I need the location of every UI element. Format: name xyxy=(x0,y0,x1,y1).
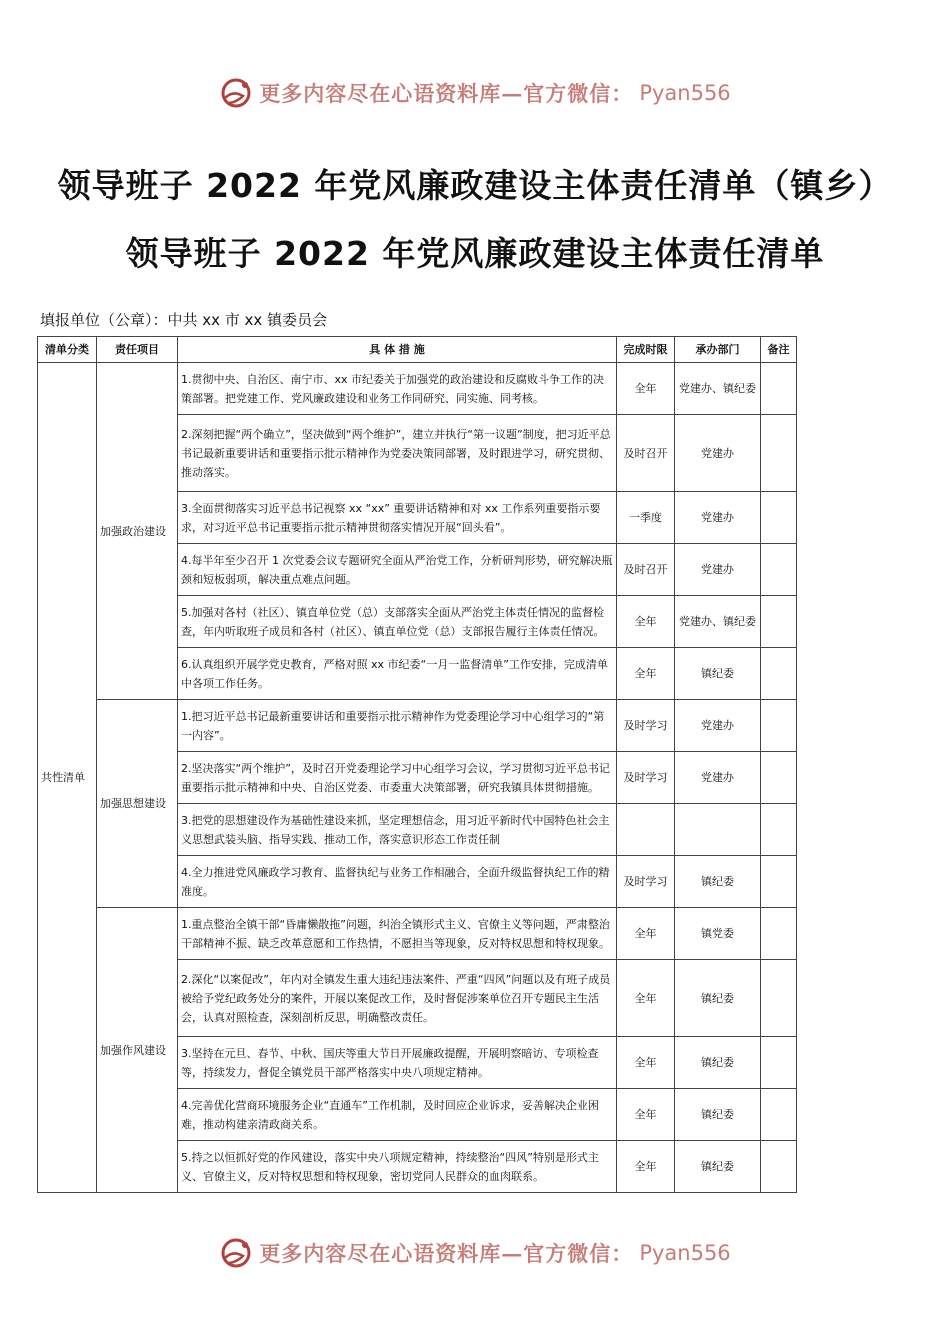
measure-cell: 2.深化“以案促改”，年内对全镇发生重大违纪违法案件、严重“四风”问题以及有班子成员被给予党纪政务处分的案件，开展以案促改工作，及时督促涉案单位召开专题民主生活会，认真对照检查，深刻剖析反思，明确整改责任。 xyxy=(178,960,617,1037)
department-cell: 镇纪委 xyxy=(675,856,761,908)
deadline-cell: 全年 xyxy=(617,596,675,648)
department-cell: 党建办 xyxy=(675,492,761,544)
table-row xyxy=(38,908,797,960)
banner-text: 更多内容尽在心语资料库—官方微信： xyxy=(259,81,634,106)
brand-logo-icon xyxy=(219,76,253,110)
department-cell xyxy=(675,804,761,856)
department-cell: 镇纪委 xyxy=(675,960,761,1037)
measure-cell: 3.坚持在元旦、春节、中秋、国庆等重大节日开展廉政提醒，开展明察暗访、专项检查等，持续发力，督促全镇党员干部严格落实中央八项规定精神。 xyxy=(178,1037,617,1089)
department-cell: 党建办、镇纪委 xyxy=(675,596,761,648)
department-cell: 镇纪委 xyxy=(675,1141,761,1193)
table-row xyxy=(38,700,797,752)
responsibility-table xyxy=(37,336,797,1193)
department-cell: 镇纪委 xyxy=(675,1089,761,1141)
measure-cell: 5.持之以恒抓好党的作风建设，落实中央八项规定精神，持续整治“四风”特别是形式主义、官僚主义，反对特权思想和特权现象，密切党同人民群众的血肉联系。 xyxy=(178,1141,617,1193)
header-department: 承办部门 xyxy=(675,337,761,363)
table-header-row xyxy=(38,337,797,363)
deadline-cell: 全年 xyxy=(617,1141,675,1193)
category-cell: 共性清单 xyxy=(38,363,97,1193)
header-measures: 具 体 措 施 xyxy=(178,337,617,363)
banner-text: 更多内容尽在心语资料库—官方微信： xyxy=(259,1241,634,1266)
document-title: 领导班子 2022 年党风廉政建设主体责任清单（镇乡） xyxy=(57,166,893,205)
deadline-cell: 全年 xyxy=(617,1037,675,1089)
table-row xyxy=(38,363,797,415)
reporting-unit-label: 填报单位（公章）：中共 xx 市 xx 镇委员会 xyxy=(40,311,328,329)
department-cell: 镇纪委 xyxy=(675,648,761,700)
measure-cell: 1.把习近平总书记最新重要讲话和重要指示批示精神作为党委理论学习中心组学习的“第一内容”。 xyxy=(178,700,617,752)
header-item: 责任项目 xyxy=(97,337,178,363)
measure-cell: 4.全力推进党风廉政学习教育、监督执纪与业务工作相融合，全面升级监督执纪工作的精准度。 xyxy=(178,856,617,908)
note-cell xyxy=(761,648,797,700)
note-cell xyxy=(761,700,797,752)
measure-cell: 6.认真组织开展学党史教育，严格对照 xx 市纪委“一月一监督清单”工作安排，完成清单中各项工作任务。 xyxy=(178,648,617,700)
deadline-cell xyxy=(617,804,675,856)
deadline-cell: 全年 xyxy=(617,1089,675,1141)
department-cell: 党建办 xyxy=(675,415,761,492)
note-cell xyxy=(761,492,797,544)
note-cell xyxy=(761,363,797,415)
deadline-cell: 及时学习 xyxy=(617,752,675,804)
note-cell xyxy=(761,856,797,908)
measure-cell: 4.完善优化营商环境服务企业“直通车”工作机制，及时回应企业诉求，妥善解决企业困难，推动构建亲清政商关系。 xyxy=(178,1089,617,1141)
measure-cell: 1.重点整治全镇干部“昏庸懒散拖”问题，纠治全镇形式主义、官僚主义等问题，严肃整治干部精神不振、缺乏改革意愿和工作热情，不愿担当等现象，反对特权思想和特权现象。 xyxy=(178,908,617,960)
note-cell xyxy=(761,908,797,960)
department-cell: 党建办 xyxy=(675,752,761,804)
item-cell-political: 加强政治建设 xyxy=(97,363,178,700)
item-cell-style: 加强作风建设 xyxy=(97,908,178,1193)
measure-cell: 4.每半年至少召开 1 次党委会议专题研究全面从严治党工作，分析研判形势，研究解决瓶颈和短板弱项，解决重点难点问题。 xyxy=(178,544,617,596)
header-banner xyxy=(0,73,950,113)
deadline-cell: 及时召开 xyxy=(617,415,675,492)
measure-cell: 1.贯彻中央、自治区、南宁市、xx 市纪委关于加强党的政治建设和反腐败斗争工作的决策部署。把党建工作、党风廉政建设和业务工作同研究、同实施、同考核。 xyxy=(178,363,617,415)
item-cell-ideological: 加强思想建设 xyxy=(97,700,178,908)
measure-cell: 3.全面贯彻落实习近平总书记视察 xx “xx” 重要讲话精神和对 xx 工作系列重要指示要求，对习近平总书记重要指示批示精神贯彻落实情况开展“回头看”。 xyxy=(178,492,617,544)
document-subtitle: 领导班子 2022 年党风廉政建设主体责任清单 xyxy=(125,234,825,273)
deadline-cell: 全年 xyxy=(617,648,675,700)
note-cell xyxy=(761,1089,797,1141)
note-cell xyxy=(761,752,797,804)
brand-logo-icon xyxy=(219,1236,253,1270)
measure-cell: 5.加强对各村（社区）、镇直单位党（总）支部落实全面从严治党主体责任情况的监督检查，年内听取班子成员和各村（社区）、镇直单位党（总）支部报告履行主体责任情况。 xyxy=(178,596,617,648)
department-cell: 党建办 xyxy=(675,544,761,596)
measure-cell: 2.深刻把握“两个确立”，坚决做到“两个维护”，建立并执行“第一议题”制度，把习近平总书记最新重要讲话和重要指示批示精神作为党委决策同部署，及时跟进学习，研究贯彻、推动落实。 xyxy=(178,415,617,492)
department-cell: 党建办 xyxy=(675,700,761,752)
department-cell: 镇纪委 xyxy=(675,1037,761,1089)
banner-wechat-id: Pyan556 xyxy=(639,1241,731,1265)
note-cell xyxy=(761,544,797,596)
deadline-cell: 全年 xyxy=(617,363,675,415)
deadline-cell: 及时学习 xyxy=(617,700,675,752)
deadline-cell: 及时学习 xyxy=(617,856,675,908)
footer-banner xyxy=(0,1233,950,1273)
header-category: 清单分类 xyxy=(38,337,97,363)
note-cell xyxy=(761,804,797,856)
note-cell xyxy=(761,960,797,1037)
deadline-cell: 全年 xyxy=(617,960,675,1037)
deadline-cell: 全年 xyxy=(617,908,675,960)
note-cell xyxy=(761,415,797,492)
header-note: 备注 xyxy=(761,337,797,363)
deadline-cell: 及时召开 xyxy=(617,544,675,596)
department-cell: 镇党委 xyxy=(675,908,761,960)
measure-cell: 2.坚决落实“两个维护”，及时召开党委理论学习中心组学习会议，学习贯彻习近平总书记重要指示批示精神和中央、自治区党委、市委重大决策部署，研究我镇具体贯彻措施。 xyxy=(178,752,617,804)
note-cell xyxy=(761,1037,797,1089)
measure-cell: 3.把党的思想建设作为基础性建设来抓，坚定理想信念，用习近平新时代中国特色社会主义思想武装头脑、指导实践、推动工作，落实意识形态工作责任制 xyxy=(178,804,617,856)
note-cell xyxy=(761,596,797,648)
deadline-cell: 一季度 xyxy=(617,492,675,544)
note-cell xyxy=(761,1141,797,1193)
department-cell: 党建办、镇纪委 xyxy=(675,363,761,415)
header-deadline: 完成时限 xyxy=(617,337,675,363)
banner-wechat-id: Pyan556 xyxy=(639,81,731,105)
